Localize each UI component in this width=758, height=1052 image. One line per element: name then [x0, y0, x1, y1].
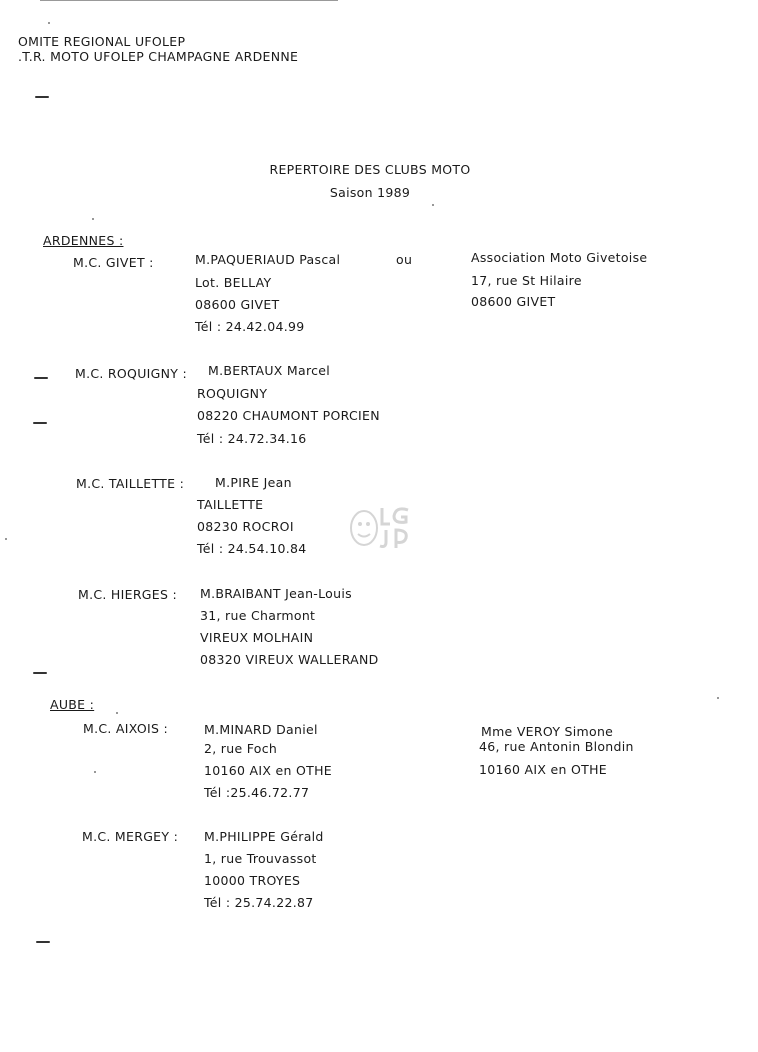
club-name-givet: M.C. GIVET :	[73, 255, 154, 270]
document-header	[18, 34, 298, 64]
or-label: ou	[396, 252, 413, 267]
contact-city: 08230 ROCROI	[197, 519, 294, 534]
alt-contact-city: 10160 AIX en OTHE	[479, 762, 607, 777]
contact-phone: Tél :25.46.72.77	[204, 785, 310, 800]
page-subtitle: Saison 1989	[329, 185, 411, 200]
alt-contact-name: Mme VEROY Simone	[481, 724, 614, 739]
contact-address: 1, rue Trouvassot	[204, 851, 317, 866]
contact-city: 10160 AIX en OTHE	[204, 763, 332, 778]
contact-address: 2, rue Foch	[204, 741, 278, 756]
contact-name: M.BERTAUX Marcel	[208, 363, 331, 378]
header-line-2: .T.R. MOTO UFOLEP CHAMPAGNE ARDENNE	[18, 49, 299, 64]
contact-address: 31, rue Charmont	[200, 608, 316, 623]
contact-city-2: 08320 VIREUX WALLERAND	[200, 652, 379, 667]
contact-phone: Tél : 24.72.34.16	[197, 431, 307, 446]
hole-punch-mark	[33, 672, 47, 674]
contact-name: M.BRAIBANT Jean-Louis	[200, 586, 352, 601]
alt-contact-address: 17, rue St Hilaire	[471, 273, 582, 288]
contact-city: 10000 TROYES	[204, 873, 301, 888]
alt-contact-address: 46, rue Antonin Blondin	[479, 739, 634, 754]
contact-phone: Tél : 25.74.22.87	[204, 895, 314, 910]
hole-punch-mark	[35, 96, 49, 98]
contact-address: ROQUIGNY	[197, 386, 268, 401]
club-name-aixois: M.C. AIXOIS :	[83, 721, 168, 736]
hole-punch-mark	[34, 377, 48, 379]
contact-city: VIREUX MOLHAIN	[200, 630, 314, 645]
scan-speck	[116, 712, 118, 714]
scan-speck	[48, 22, 50, 24]
section-heading-aube: AUBE :	[50, 697, 95, 712]
contact-address: Lot. BELLAY	[195, 275, 272, 290]
contact-name: M.PIRE Jean	[215, 475, 292, 490]
scan-speck	[92, 218, 94, 220]
club-name-hierges: M.C. HIERGES :	[78, 587, 178, 602]
alt-contact-city: 08600 GIVET	[471, 294, 556, 309]
contact-phone: Tél : 24.54.10.84	[197, 541, 307, 556]
scan-speck	[432, 204, 434, 206]
top-rule	[40, 0, 338, 1]
scan-speck	[94, 771, 96, 773]
hole-punch-mark	[33, 422, 47, 424]
contact-city: 08220 CHAUMONT PORCIEN	[197, 408, 380, 423]
contact-phone: Tél : 24.42.04.99	[195, 319, 305, 334]
contact-city: 08600 GIVET	[195, 297, 280, 312]
watermark-stamp	[346, 498, 416, 552]
contact-name: M.PAQUERIAUD Pascal	[195, 252, 341, 267]
scan-speck	[5, 538, 7, 540]
header-line-1: OMITE REGIONAL UFOLEP	[18, 34, 186, 49]
club-name-taillette: M.C. TAILLETTE :	[76, 476, 185, 491]
hole-punch-mark	[36, 941, 50, 943]
contact-address: TAILLETTE	[197, 497, 264, 512]
contact-name: M.PHILIPPE Gérald	[204, 829, 324, 844]
club-name-roquigny: M.C. ROQUIGNY :	[75, 366, 187, 381]
page-title: REPERTOIRE DES CLUBS MOTO	[269, 162, 471, 177]
club-name-mergey: M.C. MERGEY :	[82, 829, 179, 844]
alt-contact-name: Association Moto Givetoise	[471, 250, 648, 265]
scan-speck	[717, 697, 719, 699]
section-heading-ardennes: ARDENNES :	[43, 233, 124, 248]
contact-name: M.MINARD Daniel	[204, 722, 318, 737]
